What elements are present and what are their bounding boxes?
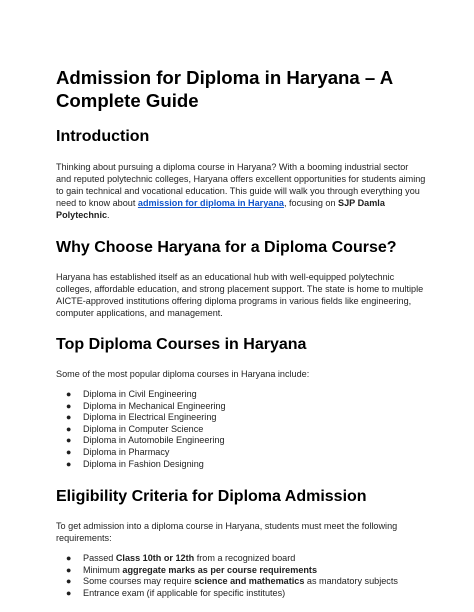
introduction-text-middle: , focusing on [283,198,339,208]
list-item: ● Diploma in Civil Engineering [66,389,197,399]
bullet-icon: ● [66,576,72,587]
list-item: ● Diploma in Automobile Engineering [66,435,225,446]
bullet-icon: ● [66,587,72,598]
list-item: ● Some courses may require science and mathematics as mandatory subjects [66,576,398,587]
list-item: ● Diploma in Computer Science [66,423,204,434]
admission-link[interactable]: admission for diploma in Haryana [137,198,284,208]
page-title: Admission for Diploma in Haryana – A Complete Guide [56,67,393,111]
why-haryana-paragraph: Haryana has established itself as an educational hub with well-equipped polytechnic colleges, affordable education, and strong placement support. The state is home to multiple AICTE-approved institutions offering diploma programs in various fields like engineering, computer applications, and management. [56,272,424,318]
list-item: ● Diploma in Electrical Engineering [66,412,217,423]
list-item: ● Diploma in Mechanical Engineering [66,400,226,411]
introduction-text-start: Thinking about pursuing a diploma course in Haryana? With a booming industrial sector and reputed polytechnic colleges, Haryana offers excellent opportunities for students aiming to gain technical and vocational education. This guide will walk you through everything you need to know about [56,162,426,208]
introduction-heading: Introduction [56,128,150,145]
list-item: ● Entrance exam (if applicable for specific institutes) [66,587,286,598]
bullet-icon: ● [66,435,72,446]
list-item: ● Diploma in Fashion Designing [66,458,204,469]
top-courses-heading: Top Diploma Courses in Haryana [56,336,307,353]
why-haryana-heading: Why Choose Haryana for a Diploma Course? [56,239,397,256]
eligibility-list [56,553,426,599]
bullet-icon: ● [66,564,72,575]
bullet-icon: ● [66,423,72,434]
college-name: SJP Damla Polytechnic [56,198,385,220]
list-item: ● Passed Class 10th or 12th from a recognized board [66,553,296,564]
list-item: ● Minimum aggregate marks as per course requirements [66,564,318,575]
top-courses-intro: Some of the most popular diploma courses in Haryana include: [56,369,310,379]
bullet-icon: ● [66,553,72,564]
bullet-icon: ● [66,400,72,411]
bullet-icon: ● [66,446,72,457]
bullet-icon: ● [66,412,72,423]
document-page [56,66,426,600]
eligibility-intro: To get admission into a diploma course in Haryana, students must meet the following requirements: [56,521,398,544]
introduction-text-end: . [107,210,110,220]
bullet-icon: ● [66,458,72,469]
courses-list [56,389,426,470]
bullet-icon: ● [66,389,72,399]
introduction-paragraph [56,161,426,221]
eligibility-heading: Eligibility Criteria for Diploma Admission [56,488,367,506]
list-item: ● Diploma in Pharmacy [66,446,170,457]
